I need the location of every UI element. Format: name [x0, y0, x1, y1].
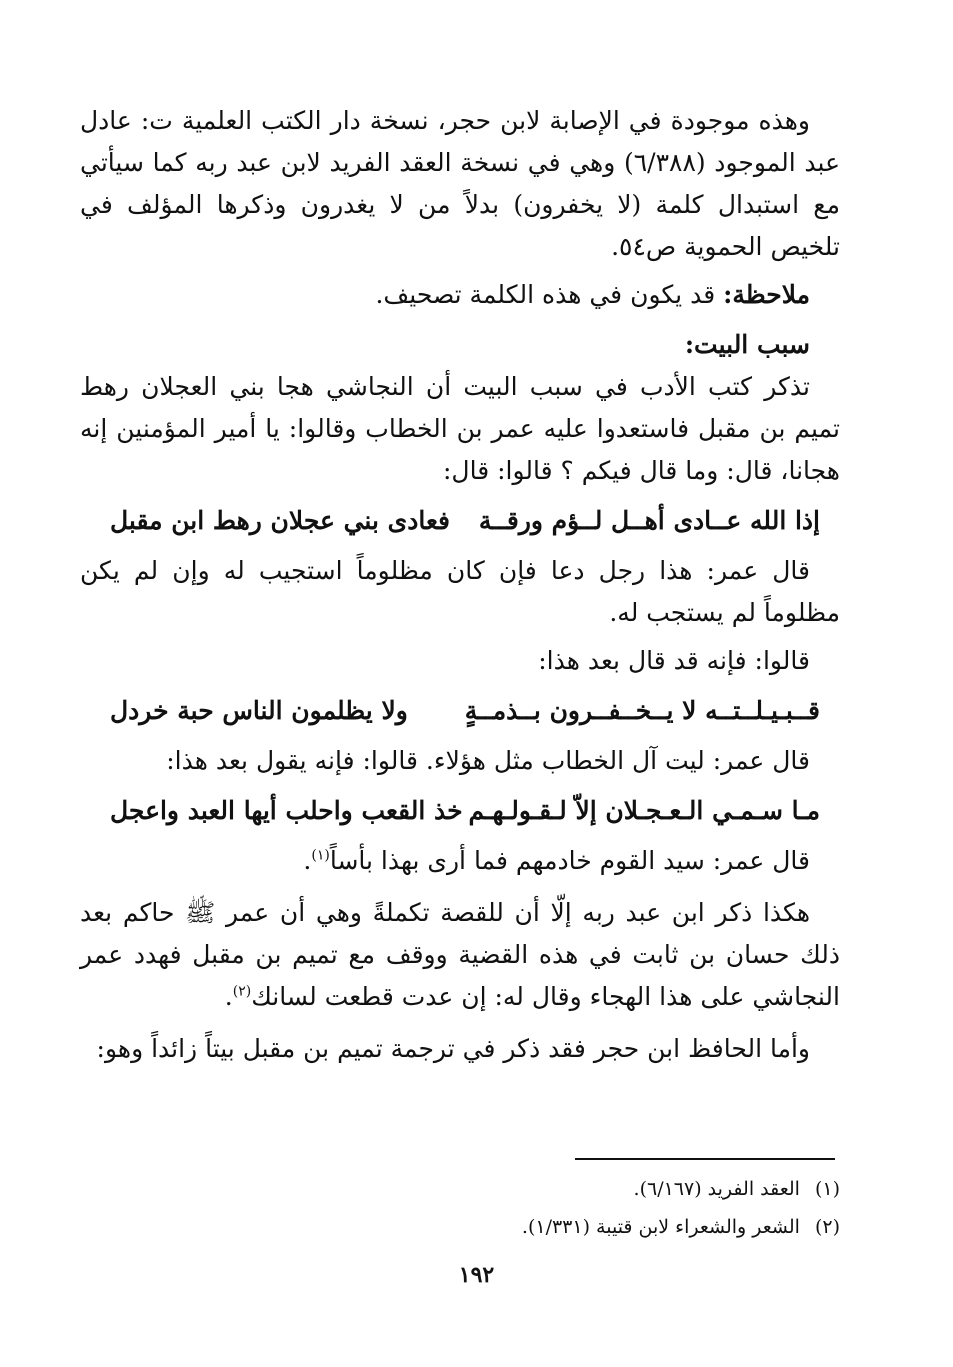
paragraph-umar-reply-3 — [80, 840, 840, 882]
footnote-1-text: العقد الفريد (٦/١٦٧). — [633, 1178, 800, 1200]
footnote-ref-2[interactable]: (٢) — [232, 983, 252, 1000]
verse-1-second-hemistich: فعادى بني عجلان رهط ابن مقبل — [110, 506, 450, 535]
footnote-2-text: الشعر والشعراء لابن قتيبة (١/٣٣١). — [521, 1216, 800, 1238]
remark-line — [80, 274, 840, 316]
completion-text: هكذا ذكر ابن عبد ربه إلّا أن للقصة تكملةً وهي أن عمر ﷺ حاكم بعد ذلك حسان بن ثابت في هذه القضية ووقف مع تميم بن مقبل فهدد عمر النجاشي على هذا الهجاء وقال له: إن عدت قطعت لسانك — [80, 898, 840, 1011]
verse-2-second-hemistich: ولا يظلمون الناس حبة خردل — [110, 696, 408, 725]
verse-line-2 — [80, 688, 840, 736]
footnote-1-number: (١) — [814, 1178, 840, 1200]
paragraph-umar-reply-2: قال عمر: ليت آل الخطاب مثل هؤلاء. قالوا: فإنه يقول بعد هذا: — [166, 746, 810, 775]
footnote-2 — [80, 1208, 840, 1246]
page-number: ١٩٢ — [458, 1262, 495, 1288]
footnote-1 — [80, 1170, 840, 1208]
verse-line-3 — [80, 788, 840, 836]
verse-2-first-hemistich: قــبـيـلــتــه لا يــخــفــرون بــذمــةٍ — [464, 696, 820, 725]
verse-3-first-hemistich: مـا سـمـي الـعـجـلان إلاّ لـقـولـهـم — [468, 796, 820, 825]
remark-text: قد يكون في هذه الكلمة تصحيف. — [375, 280, 724, 309]
verse-line-1 — [80, 498, 840, 546]
footnote-2-number: (٢) — [814, 1216, 840, 1238]
footnotes — [80, 1170, 840, 1246]
umar-reply-3-text: قال عمر: سيد القوم خادمهم فما أرى بهذا بأساً — [329, 846, 810, 875]
footnote-separator — [575, 1158, 835, 1160]
umar-reply-3-end: . — [303, 846, 312, 875]
footnote-ref-1[interactable]: (١) — [311, 847, 330, 864]
paragraph-umar-reply-1: قال عمر: هذا رجل دعا فإن كان مظلوماً استجيب له وإن لم يكن مظلوماً لم يستجب له. — [80, 556, 840, 627]
paragraph-cause: تذكر كتب الأدب في سبب البيت أن النجاشي هجا بني العجلان رهط تميم بن مقبل فاستعدوا عليه عمر بن الخطاب وقالوا: يا أمير المؤمنين إنه هجانا، قال: وما قال فيكم ؟ قالوا: قال: — [80, 372, 840, 485]
paragraph-ibn-hajar: وأما الحافظ ابن حجر فقد ذكر في ترجمة تميم بن مقبل بيتاً زائداً وهو: — [96, 1034, 810, 1063]
verse-3-second-hemistich: خذ القعب واحلب أيها العبد واعجل — [110, 796, 463, 825]
paragraph-they-said-1: قالوا: فإنه قد قال بعد هذا: — [538, 646, 810, 675]
verse-1-first-hemistich: إذا الله عــادى أهــل لــؤم ورقــة — [478, 506, 820, 535]
page-body — [80, 100, 840, 1070]
paragraph-completion — [80, 892, 840, 1018]
paragraph-source-note: وهذه موجودة في الإصابة لابن حجر، نسخة دار الكتب العلمية ت: عادل عبد الموجود (٦/٣٨٨) وهي في نسخة العقد الفريد لابن عبد ربه كما سيأتي مع استبدال كلمة (لا يخفرون) بدلاً من لا يغدرون وذكرها المؤلف في تلخيص الحموية ص٥٤. — [80, 106, 840, 261]
section-heading: سبب البيت: — [684, 330, 810, 359]
remark-label: ملاحظة: — [723, 280, 810, 309]
completion-end: . — [224, 982, 233, 1011]
